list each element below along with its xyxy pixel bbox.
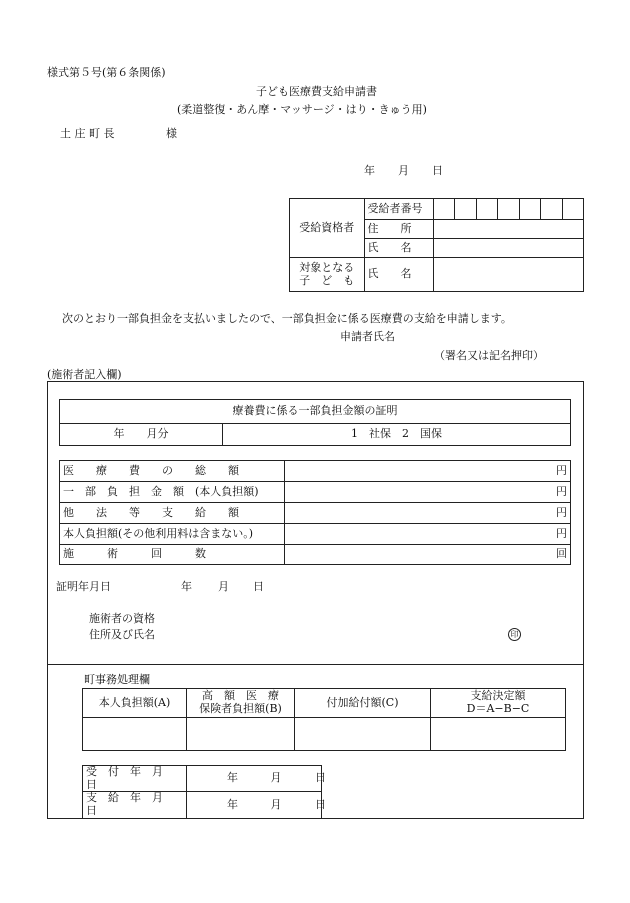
signature-note: （署名又は記名押印） bbox=[434, 349, 544, 362]
practitioner-address-name-label: 住所及び氏名 bbox=[89, 628, 155, 641]
col-c-value[interactable] bbox=[295, 718, 431, 751]
child-label bbox=[290, 258, 365, 292]
amount-row-unit: 円 bbox=[556, 526, 567, 540]
child-label-line2: 子 ど も bbox=[299, 273, 355, 287]
col-d-header-line1: 支給決定額 bbox=[470, 689, 526, 703]
certification-date-year: 年 bbox=[181, 580, 192, 593]
form-number: 様式第５号(第６条関係) bbox=[47, 66, 166, 79]
addressee: 土 庄 町 長 bbox=[60, 127, 115, 140]
honorific: 様 bbox=[166, 127, 177, 140]
section-divider bbox=[47, 664, 584, 665]
address-field[interactable] bbox=[433, 220, 583, 239]
recipient-number-digit[interactable] bbox=[541, 199, 562, 220]
payment-date-year: 年 bbox=[227, 797, 238, 811]
payment-date-day: 日 bbox=[315, 797, 326, 811]
certification-date-label: 証明年月日 bbox=[56, 580, 111, 593]
payment-date-label: 支 給 年 月 日 bbox=[83, 792, 187, 818]
certification-period: 年 月分 bbox=[60, 424, 223, 446]
amount-row-value[interactable] bbox=[285, 461, 571, 482]
recipient-number-digit[interactable] bbox=[562, 199, 583, 220]
receipt-date-year: 年 bbox=[227, 771, 238, 785]
amount-row-label: 医 療 費 の 総 額 bbox=[60, 461, 285, 482]
amount-row-value[interactable] bbox=[285, 482, 571, 503]
receipt-date-month: 月 bbox=[270, 771, 282, 785]
child-label-line1: 対象となる bbox=[299, 260, 355, 274]
certification-header-table bbox=[59, 399, 571, 446]
col-c-header: 付加給付額(C) bbox=[295, 689, 431, 718]
form-subtitle: (柔道整復・あん摩・マッサージ・はり・きゅう用) bbox=[177, 103, 427, 116]
insurance-type: 1 社保 2 国保 bbox=[223, 424, 571, 446]
date-month: 月 bbox=[398, 164, 409, 177]
amount-row-unit: 円 bbox=[556, 484, 567, 498]
applicant-name-label: 申請者氏名 bbox=[340, 330, 395, 343]
col-b-value[interactable] bbox=[187, 718, 295, 751]
certification-date-month: 月 bbox=[218, 580, 229, 593]
child-name-label: 氏 名 bbox=[364, 258, 433, 292]
certification-title: 療養費に係る一部負担金額の証明 bbox=[60, 400, 571, 424]
address-label: 住 所 bbox=[364, 220, 433, 239]
recipient-number-label: 受給者番号 bbox=[364, 199, 433, 220]
recipient-number-digit[interactable] bbox=[433, 199, 454, 220]
col-b-header-line1: 高 額 医 療 bbox=[202, 689, 279, 703]
col-a-header: 本人負担額(A) bbox=[83, 689, 187, 718]
receipt-date-field[interactable] bbox=[187, 766, 326, 792]
col-b-header-line2: 保険者負担額(B) bbox=[199, 702, 282, 715]
child-name-field[interactable] bbox=[433, 258, 583, 292]
qualified-recipient-label: 受給資格者 bbox=[290, 199, 365, 258]
col-a-value[interactable] bbox=[83, 718, 187, 751]
amount-row-label: 施 術 回 数 bbox=[60, 545, 285, 565]
amount-row-unit: 円 bbox=[556, 505, 567, 519]
date-year: 年 bbox=[364, 164, 375, 177]
amount-row-label: 一 部 負 担 金 額 (本人負担額) bbox=[60, 482, 285, 503]
statement: 次のとおり一部負担金を支払いましたので、一部負担金に係る医療費の支給を申請します。 bbox=[62, 312, 512, 325]
recipient-number-digit[interactable] bbox=[476, 199, 497, 220]
receipt-date-day: 日 bbox=[315, 771, 326, 785]
recipient-number-digit[interactable] bbox=[519, 199, 540, 220]
col-d-header-line2: D＝A−B−C bbox=[466, 702, 530, 715]
recipient-name-field[interactable] bbox=[433, 239, 583, 258]
certification-date-day: 日 bbox=[253, 580, 264, 593]
office-amounts-table bbox=[82, 688, 566, 751]
col-d-header bbox=[431, 689, 566, 718]
payment-date-month: 月 bbox=[270, 797, 282, 811]
form-title: 子ども医療費支給申請書 bbox=[256, 85, 377, 98]
recipient-number-digit[interactable] bbox=[455, 199, 476, 220]
office-dates-table bbox=[82, 765, 326, 819]
recipient-table bbox=[289, 198, 584, 292]
amount-row-unit: 円 bbox=[556, 463, 567, 477]
recipient-number-digit[interactable] bbox=[498, 199, 519, 220]
seal-mark: 印 bbox=[508, 628, 521, 641]
amounts-table bbox=[59, 460, 571, 565]
amount-row-value[interactable] bbox=[285, 524, 571, 545]
office-section-label: 町事務処理欄 bbox=[84, 673, 150, 686]
receipt-date-label: 受 付 年 月 日 bbox=[83, 766, 187, 792]
amount-row-label: 他 法 等 支 給 額 bbox=[60, 503, 285, 524]
practitioner-qualification-label: 施術者の資格 bbox=[89, 612, 155, 625]
recipient-name-label: 氏 名 bbox=[364, 239, 433, 258]
practitioner-section-label: (施術者記入欄) bbox=[47, 368, 122, 381]
amount-row-unit: 回 bbox=[556, 547, 567, 561]
payment-date-field[interactable] bbox=[187, 792, 326, 818]
col-b-header bbox=[187, 689, 295, 718]
col-d-value[interactable] bbox=[431, 718, 566, 751]
amount-row-value[interactable] bbox=[285, 503, 571, 524]
amount-row-value[interactable] bbox=[285, 545, 571, 565]
amount-row-label: 本人負担額(その他利用料は含まない。) bbox=[60, 524, 285, 545]
date-day: 日 bbox=[432, 164, 443, 177]
practitioner-office-box bbox=[47, 381, 584, 819]
